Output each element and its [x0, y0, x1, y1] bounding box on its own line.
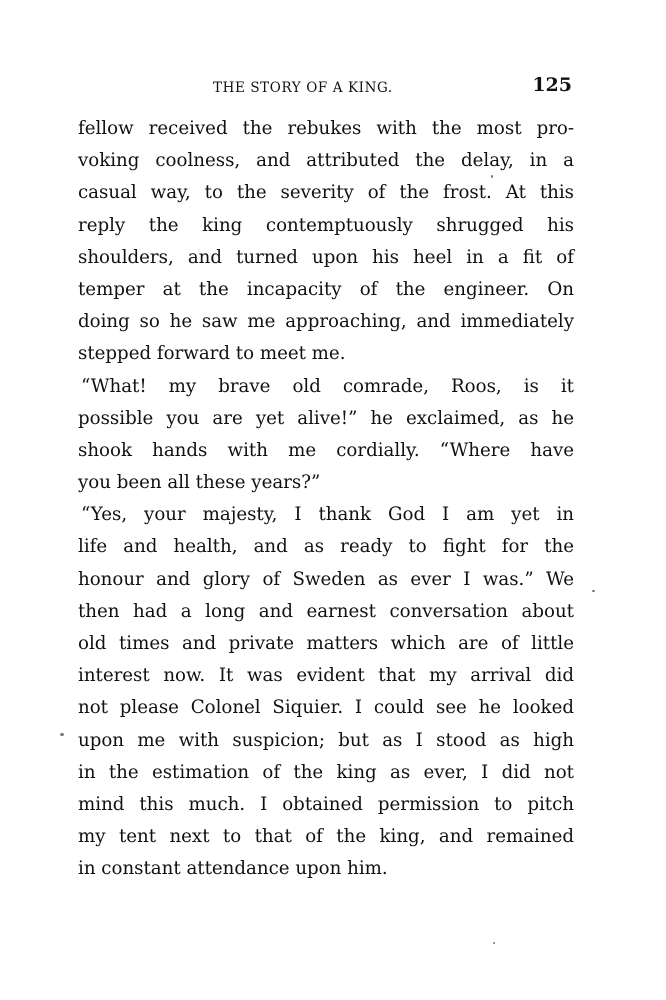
text-line: mind this much. I obtained permission to pitch: [78, 793, 574, 815]
text-line: honour and glory of Sweden as ever I was.” We: [78, 568, 574, 590]
text-line: fellow received the rebukes with the most pro-: [78, 118, 574, 139]
text-line: life and health, and as ready to fight for the: [78, 536, 574, 558]
text-line: shoulders, and turned upon his heel in a fit of: [78, 246, 574, 268]
text-line: in the estimation of the king as ever, I did not: [78, 761, 574, 783]
text-line: “What! my brave old comrade, Roos, is it: [81, 375, 574, 397]
text-line: then had a long and earnest conversation about: [78, 600, 574, 622]
print-speck: [60, 733, 64, 736]
text-line: upon me with suspicion; but as I stood as high: [78, 729, 574, 751]
text-line: shook hands with me cordially. “Where have: [78, 439, 574, 461]
print-speck: [493, 942, 495, 944]
body-text: [78, 113, 574, 886]
text-line: not please Colonel Siquier. I could see he looked: [78, 697, 574, 719]
text-line: in constant attendance upon him.: [78, 858, 388, 880]
text-line: stepped forward to meet me.: [78, 343, 346, 365]
print-speck: [592, 590, 595, 592]
text-line: my tent next to that of the king, and remained: [78, 826, 574, 848]
print-speck: [491, 175, 493, 178]
text-line: you been all these years?”: [78, 472, 321, 494]
text-line: temper at the incapacity of the engineer. On: [78, 278, 574, 300]
text-line: interest now. It was evident that my arrival did: [78, 665, 574, 687]
text-line: casual way, to the severity of the frost. At this: [78, 182, 574, 204]
text-line: doing so he saw me approaching, and immediately: [78, 311, 574, 333]
text-line: old times and private matters which are of little: [78, 633, 574, 654]
text-line: voking coolness, and attributed the delay, in a: [78, 150, 574, 172]
page-number: 125: [532, 74, 572, 96]
running-title: THE STORY OF A KING.: [213, 80, 393, 96]
text-line: reply the king contemptuously shrugged his: [78, 214, 574, 236]
page-header: [78, 74, 574, 104]
text-line: possible you are yet alive!” he exclaimed, as he: [78, 407, 574, 429]
text-line: “Yes, your majesty, I thank God I am yet in: [81, 504, 574, 526]
